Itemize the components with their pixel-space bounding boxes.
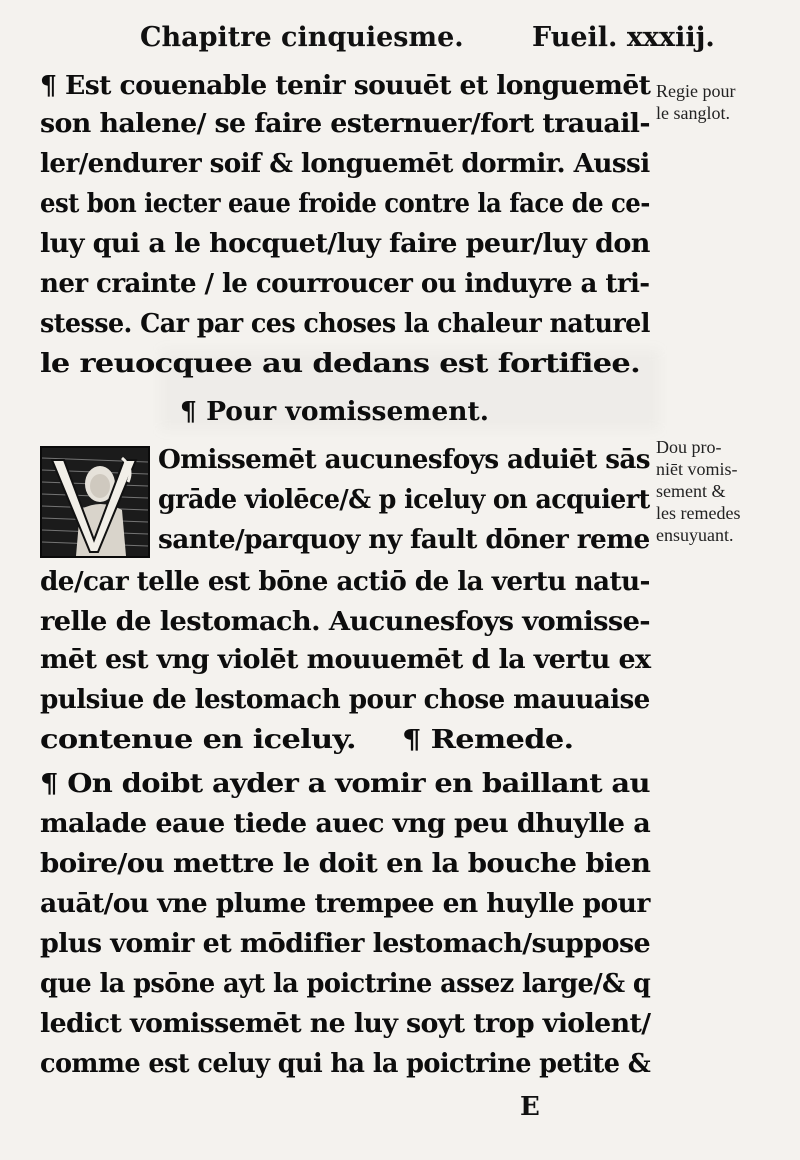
text-line: mēt est vng violēt mouuemēt d la vertu ex: [40, 644, 651, 675]
text-line: son halene/ se faire esternuer/fort trauail-: [40, 108, 650, 139]
text-line: que la psōne ayt la poictrine assez large/& q: [40, 968, 651, 999]
text-line: contenue en iceluy.: [40, 724, 356, 755]
text-line: de/car telle est bōne actiō de la vertu natu-: [40, 566, 650, 597]
text-line: plus vomir et mōdifier lestomach/suppose: [40, 928, 651, 959]
text-line: boire/ou mettre le doit en la bouche bien: [40, 848, 651, 879]
text-line: grāde violēce/& p iceluy on acquiert: [158, 484, 650, 515]
section-heading-vomissement: ¶ Pour vomissement.: [180, 396, 489, 427]
margin-note-line: les remedes: [656, 503, 741, 523]
text-line: relle de lestomach. Aucunesfoys vomisse-: [40, 606, 651, 637]
text-line: malade eaue tiede auec vng peu dhuylle a: [40, 808, 651, 839]
folio-number: Fueil. xxxiij.: [532, 22, 715, 53]
margin-note-sanglot: [656, 80, 796, 124]
initial-woodcut: [42, 448, 148, 556]
margin-note-vomiting: [656, 436, 796, 546]
text-line: comme est celuy qui ha la poictrine petite &: [40, 1048, 651, 1079]
margin-note-line: ensuyuant.: [656, 525, 734, 545]
catchword: E: [520, 1092, 540, 1122]
text-line: ¶ Est couenable tenir souuēt et longuemēt: [40, 70, 651, 101]
text-line: sante/parquoy ny fault dōner reme: [158, 524, 650, 555]
text-line: ¶ On doibt ayder a vomir en baillant au: [40, 768, 650, 799]
text-line: luy qui a le hocquet/luy faire peur/luy don: [40, 228, 650, 259]
margin-note-line: Dou pro-: [656, 437, 722, 457]
text-line: ledict vomissemēt ne luy soyt trop violent/: [40, 1008, 651, 1039]
text-line: est bon iecter eaue froide contre la face de ce-: [40, 188, 650, 219]
margin-note-line: Regie pour: [656, 81, 736, 101]
text-line: ler/endurer soif & longuemēt dormir. Aussi: [40, 148, 650, 179]
text-line: auāt/ou vne plume trempee en huylle pour: [40, 888, 650, 919]
margin-note-line: niēt vomis-: [656, 459, 738, 479]
margin-note-line: sement &: [656, 481, 726, 501]
margin-note-line: le sanglot.: [656, 103, 730, 123]
section-heading-remede: ¶ Remede.: [402, 724, 574, 755]
text-line: Omissemēt aucunesfoys aduiēt sās: [158, 444, 650, 475]
chapter-title: Chapitre cinquiesme.: [140, 22, 464, 53]
text-line: stesse. Car par ces choses la chaleur naturel: [40, 308, 650, 339]
text-line: ner crainte / le courroucer ou induyre a tri-: [40, 268, 650, 299]
text-line: pulsiue de lestomach pour chose mauuaise: [40, 684, 650, 715]
decorated-initial-v: [40, 446, 150, 558]
running-header: [140, 14, 740, 64]
text-line: le reuocquee au dedans est fortifiee.: [40, 348, 641, 379]
